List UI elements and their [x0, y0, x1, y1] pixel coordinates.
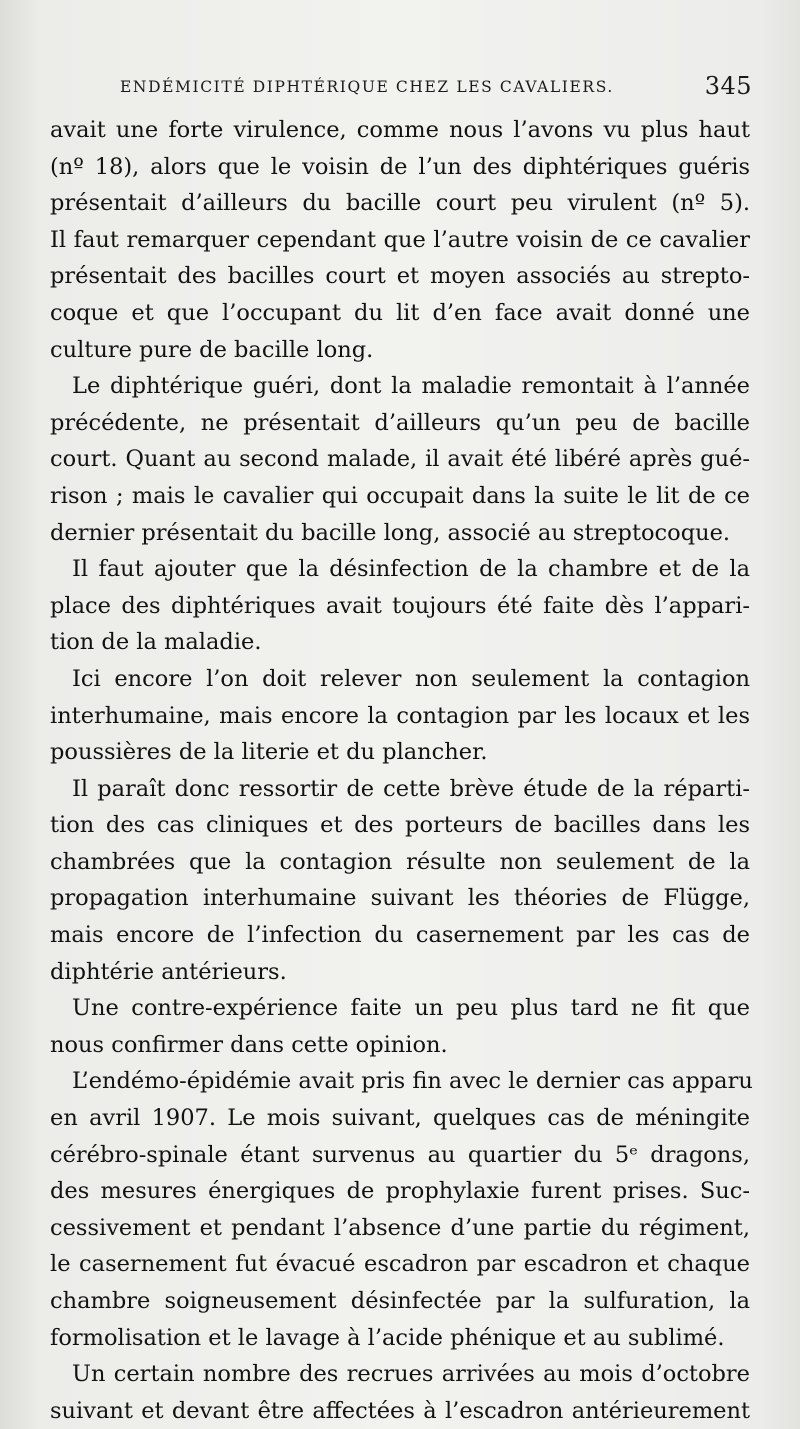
text-line: le casernement fut évacué escadron par escadron et chaque [50, 1251, 750, 1278]
text-line: tion de la maladie. [50, 629, 262, 656]
text-line: propagation interhumaine suivant les théories de Flügge, [50, 885, 750, 912]
text-line: coque et que l’occupant du lit d’en face avait donné une [50, 299, 750, 326]
text-line: Il faut remarquer cependant que l’autre voisin de ce cavalier [50, 226, 750, 253]
text-line: des mesures énergiques de prophylaxie furent prises. Suc- [50, 1178, 750, 1205]
text-line: chambrées que la contagion résulte non seulement de la [50, 848, 750, 875]
text-line: court. Quant au second malade, il avait été libéré après gué- [50, 446, 750, 473]
running-title: ENDÉMICITÉ DIPHTÉRIQUE CHEZ LES CAVALIERS. [120, 78, 614, 96]
text-line: en avril 1907. Le mois suivant, quelques cas de méningite [50, 1105, 750, 1132]
text-line: tion des cas cliniques et des porteurs de bacilles dans les [50, 812, 750, 839]
text-line: L’endémo-épidémie avait pris fin avec le dernier cas apparu [72, 1068, 753, 1095]
text-line: chambre soigneusement désinfectée par la sulfuration, la [50, 1288, 750, 1314]
text-line: Un certain nombre des recrues arrivées au mois d’octobre [72, 1361, 750, 1388]
text-line: avait une forte virulence, comme nous l’avons vu plus haut [50, 117, 750, 143]
text-line: culture pure de bacille long. [50, 336, 374, 363]
text-line: place des diphtériques avait toujours été faite dès l’appari- [50, 592, 750, 619]
text-line: rison ; mais le cavalier qui occupait dans la suite le lit de ce [50, 482, 750, 509]
text-line: présentait des bacilles court et moyen associés au strepto- [50, 263, 750, 290]
text-line: précédente, ne présentait d’ailleurs qu’un peu de bacille [50, 409, 750, 436]
text-line: diphtérie antérieurs. [50, 958, 287, 985]
text-line: cessivement et pendant l’absence d’une partie du régiment, [50, 1214, 750, 1241]
running-head [120, 74, 760, 104]
text-line: mais encore de l’infection du casernement par les cas de [50, 922, 750, 949]
text-line: présentait d’ailleurs du bacille court peu virulent (nº 5). [50, 190, 750, 217]
text-line: Il faut ajouter que la désinfection de la chambre et de la [72, 556, 750, 583]
text-line: cérébro-spinale étant survenus au quartier du 5ᵉ dragons, [50, 1141, 750, 1168]
text-line: interhumaine, mais encore la contagion par les locaux et les [50, 702, 750, 729]
text-line: formolisation et le lavage à l’acide phénique et au sublimé. [50, 1324, 725, 1351]
text-line: Il paraît donc ressortir de cette brève étude de la réparti- [72, 775, 750, 802]
text-line: dernier présentait du bacille long, associé au streptocoque. [50, 519, 731, 546]
page-number: 345 [704, 72, 752, 100]
text-line: suivant et devant être affectées à l’escadron antérieurement [50, 1397, 750, 1424]
text-line: nous confirmer dans cette opinion. [50, 1031, 448, 1058]
text-line: Ici encore l’on doit relever non seulement la contagion [72, 665, 750, 692]
text-line: (nº 18), alors que le voisin de l’un des diphtériques guéris [50, 153, 750, 180]
text-line: poussières de la literie et du plancher. [50, 739, 488, 766]
body-text [50, 112, 753, 1429]
text-line: Une contre-expérience faite un peu plus tard ne fit que [72, 995, 750, 1022]
text-line: Le diphtérique guéri, dont la maladie remontait à l’année [72, 373, 750, 400]
